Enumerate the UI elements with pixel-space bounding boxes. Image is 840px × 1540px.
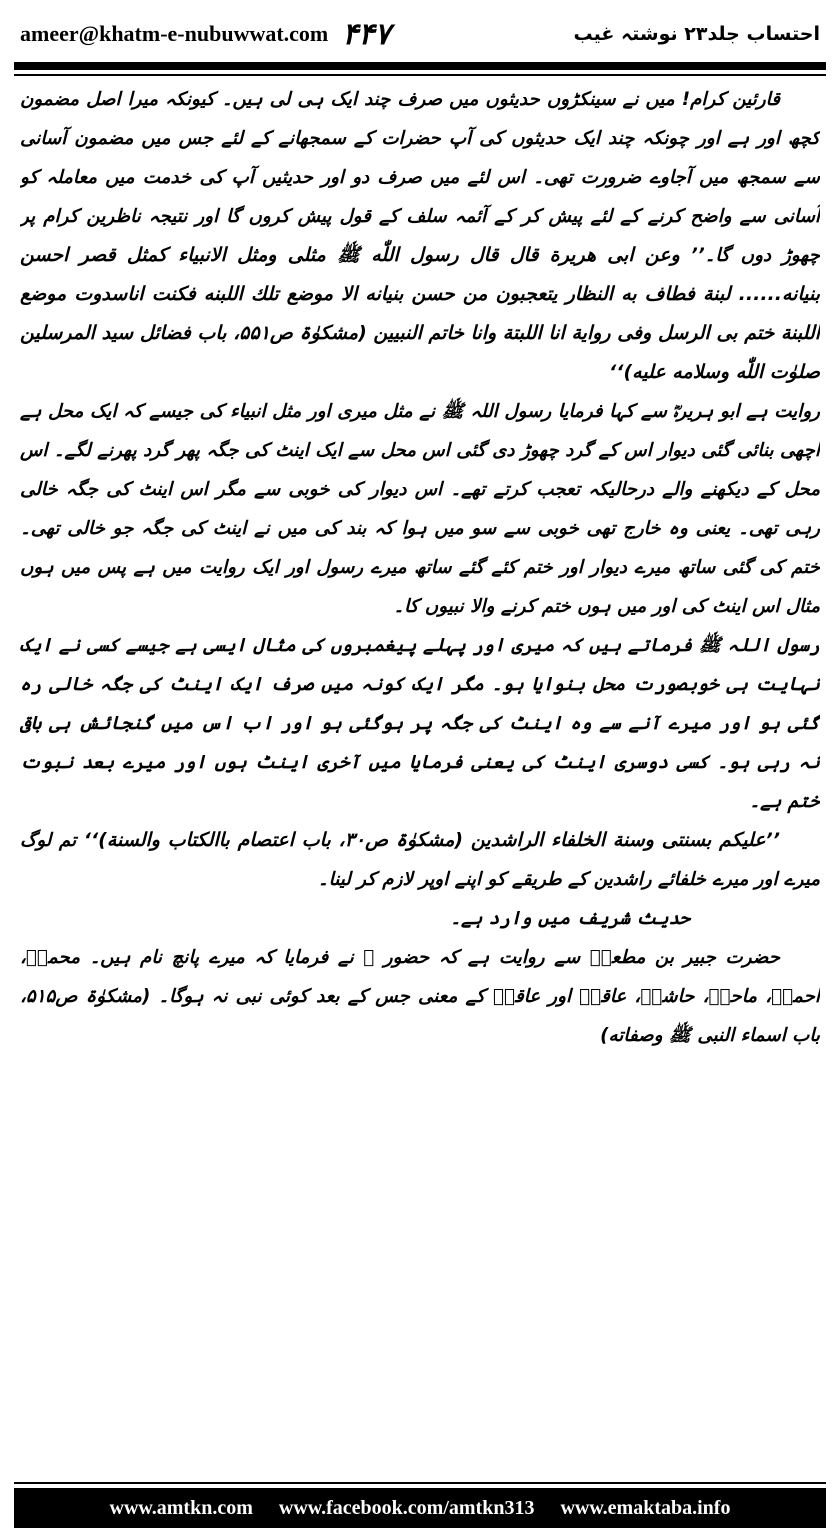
footer-link-emaktaba[interactable]: www.emaktaba.info (560, 1496, 731, 1519)
footer-link-amtkn[interactable]: www.amtkn.com (109, 1496, 253, 1519)
page-header (20, 12, 820, 56)
paragraph-intro-text: قارئین کرام! میں نے سینکڑوں حدیثوں میں صرف چند ایک ہی لی ہیں۔ کیونکہ میرا اصل مضمون کچھ اور ہے اور چونکہ چند ایک حدیثوں کی آپ حضرات کے سمجھانے کے لئے جس میں مضمون آسانی سے سمجھ میں آجاوے ضرورت تھی۔ اس لئے میں صرف دو اور حدیثیں آپ کی خدمت میں معاملہ کو آسانی سے واضح کرنے کے لئے پیش کر کے آئمہ سلف کے قول پیش کروں گا اور نتیجہ ناظرین کرام پر چھوڑ دوں گا۔’’ (20, 89, 820, 266)
paragraph-hadith-2 (20, 821, 820, 899)
hadith-arabic-1: وعن ابی هريرة قال قال رسول اللّٰه ﷺ مثلی ومثل الانبياء كمثل قصر احسن بنيانه...... لبنة فطاف به النظار يتعجبون من حسن بنيانه الا موضع تلك اللبنه فكنت اناسدوت موضع اللبنة ختم بی الرسل وفی رواية انا اللبتة وانا خاتم النبيين (مشکوٰۃ ص۵۵۱، باب فضائل سيد المرسلين صلوٰت اللّٰه وسلامه عليه)‘‘ (20, 244, 820, 383)
paragraph-intro (20, 80, 820, 392)
hadith-2-translation: تم لوگ میرے اور میرے خلفائے راشدین کے طریقے کو اپنے اوپر لازم کر لینا۔ (20, 830, 820, 890)
footer-rule (14, 1482, 826, 1484)
paragraph-names: حضرت جبیر بن مطعمؓ سے روایت ہے کہ حضور ﷺ نے فرمایا کہ میرے پانچ نام ہیں۔ محمدؐ، احمدؐ، ماحیؐ، حاشرؐ، عاقبؐ اور عاقبؐ کے معنی جس کے بعد کوئی نبی نہ ہوگا۔ (مشکوٰۃ ص۵۱۵، باب اسماء النبی ﷺ وصفاته) (20, 947, 820, 1046)
header-email: ameer@khatm-e-nubuwwat.com (20, 21, 329, 46)
footer-link-facebook[interactable]: www.facebook.com/amtkn313 (278, 1496, 535, 1519)
hadith-arabic-2: ’’عليكم بسنتی وسنة الخلفاء الراشدين (مشکوٰۃ ص۳۰، باب اعتصام باالكتاب والسنة)‘‘ (83, 829, 780, 851)
paragraph-hadith-intro: حدیث شریف میں وارد ہے۔ (450, 908, 690, 929)
header-rule-thin (14, 74, 826, 76)
page-number: ۴۴۷ (342, 16, 391, 52)
header-left (20, 17, 391, 52)
paragraph-explanation: رسول اللہ ﷺ فرماتے ہیں کہ میری اور پہلے پیغمبروں کی مثال ایسی ہے جیسے کسی نے ایک نہایت ہی خوبصورت محل بنوایا ہو۔ مگر ایک کونہ میں صرف ایک اینٹ کی جگہ خالی رہ گئی ہو اور میرے آنے سے وہ اینٹ کی جگہ پر ہوگئی ہو اور اب اس میں گنجائش ہی باقی نہ رہی ہو۔ کسی دوسری اینٹ کی یعنی فرمایا میں آخری اینٹ ہوں اور میرے بعد نبوت ختم ہے۔ (20, 635, 820, 812)
footer-bar (14, 1488, 826, 1528)
header-rule-thick (14, 62, 826, 70)
page-body (20, 80, 820, 1470)
paragraph-translation-1: روایت ہے ابو ہریرہؓ سے کہا فرمایا رسول اللہ ﷺ نے مثل میری اور مثل انبیاء کی جیسے کہ ایک محل ہے اچھی بنائی گئی دیوار اس کے گرد چھوڑ دی گئی اس محل سے ایک اینٹ کی جگہ پھر گرد پھرنے لگے۔ اس محل کے دیکھنے والے درحالیکہ تعجب کرتے تھے۔ اس دیوار کی خوبی سے مگر اس اینٹ کی جگہ خالی رہی تھی۔ یعنی وہ خارج تھی خوبی سے سو میں ہوا کہ بند کی میں نے اینٹ کی جگہ جو خالی تھی۔ ختم کی گئی ساتھ میرے دیوار اور ختم کئے گئے ساتھ میرے رسول اور ایک روایت میں ہے پس میں ہوں مثال اس اینٹ کی اور میں ہوں ختم کرنے والا نبیوں کا۔ (20, 401, 820, 617)
book-title: احتساب جلد۲۳ نوشتہ غیب (573, 23, 820, 45)
